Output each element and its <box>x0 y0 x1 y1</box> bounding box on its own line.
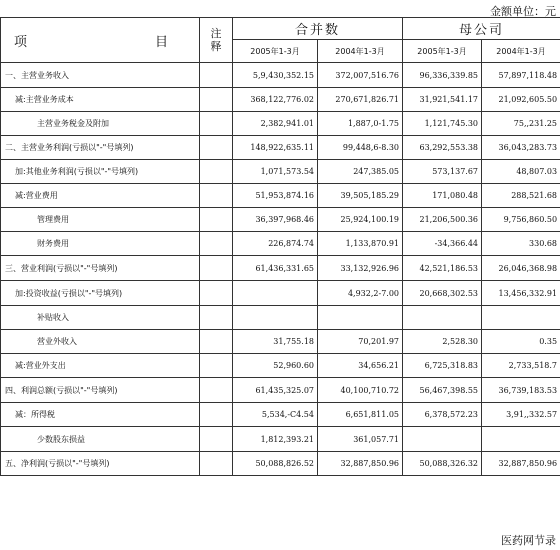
consolidated-2005-cell: 1,812,393.21 <box>233 427 318 452</box>
row-label: 减：所得税 <box>1 403 200 427</box>
consolidated-2005-cell: 61,436,331.65 <box>233 256 318 281</box>
table-body <box>1 63 560 476</box>
parent-2004-cell: 36,739,183.53 <box>482 378 560 403</box>
note-cell <box>200 354 233 378</box>
parent-2004-cell: 3,91,,332.57 <box>482 403 560 427</box>
parent-company-group-header: 母公司 <box>403 18 560 40</box>
consolidated-2005-cell: 5,9,430,352.15 <box>233 63 318 88</box>
consolidated-2005-cell: 52,960.60 <box>233 354 318 378</box>
item-header-left: 项 <box>14 34 28 50</box>
consolidated-2004-cell: 33,132,926.96 <box>318 256 403 281</box>
note-cell <box>200 256 233 281</box>
consolidated-2005-cell: 36,397,968.46 <box>233 208 318 232</box>
parent-2005-cell: 573,137.67 <box>403 160 482 184</box>
consolidated-2004-header: 2004年1-3月 <box>318 40 403 63</box>
consolidated-2005-cell: 368,122,776.02 <box>233 88 318 112</box>
parent-2005-cell: 6,378,572.23 <box>403 403 482 427</box>
parent-2005-cell: 171,080.48 <box>403 184 482 208</box>
row-label: 少数股东损益 <box>1 427 200 452</box>
note-header-line2: 释 <box>210 40 222 53</box>
parent-2004-header: 2004年1-3月 <box>482 40 560 63</box>
consolidated-2005-cell: 5,534,-C4.54 <box>233 403 318 427</box>
consolidated-2005-cell: 148,922,635.11 <box>233 136 318 160</box>
parent-2005-header: 2005年1-3月 <box>403 40 482 63</box>
parent-2004-cell: 26,046,368.98 <box>482 256 560 281</box>
note-column-header <box>200 18 233 63</box>
parent-2004-cell: 57,897,118.48 <box>482 63 560 88</box>
row-label: 一、主营业务收入 <box>1 63 200 88</box>
consolidated-2004-cell: 247,385.05 <box>318 160 403 184</box>
consolidated-2004-cell: 40,100,710.72 <box>318 378 403 403</box>
note-cell <box>200 63 233 88</box>
consolidated-group-header: 合并数 <box>233 18 403 40</box>
consolidated-2004-cell: 99,448,6-8.30 <box>318 136 403 160</box>
row-label: 加:其他业务利润(亏损以"-"号填列) <box>1 160 200 184</box>
parent-2004-cell: 21,092,605.50 <box>482 88 560 112</box>
parent-2005-cell: 31,921,541.17 <box>403 88 482 112</box>
row-label: 营业外收入 <box>1 330 200 354</box>
consolidated-2005-cell: 31,755.18 <box>233 330 318 354</box>
consolidated-2004-cell: 1,887,0-1.75 <box>318 112 403 136</box>
parent-2005-cell: 20,668,302.53 <box>403 281 482 306</box>
parent-2004-cell <box>482 427 560 452</box>
consolidated-2004-cell: 1,133,870.91 <box>318 232 403 256</box>
table-row <box>1 427 560 452</box>
table-row <box>1 232 560 256</box>
consolidated-2005-cell: 61,435,325.07 <box>233 378 318 403</box>
note-cell <box>200 136 233 160</box>
parent-2004-cell: 36,043,283.73 <box>482 136 560 160</box>
consolidated-2004-cell <box>318 306 403 330</box>
consolidated-2005-cell: 1,071,573.54 <box>233 160 318 184</box>
consolidated-2004-cell: 372,007,516.76 <box>318 63 403 88</box>
parent-2004-cell: 330.68 <box>482 232 560 256</box>
row-label: 财务费用 <box>1 232 200 256</box>
consolidated-2005-cell: 51,953,874.16 <box>233 184 318 208</box>
item-column-header <box>1 18 200 63</box>
consolidated-2004-cell: 70,201.97 <box>318 330 403 354</box>
table-row <box>1 63 560 88</box>
row-label: 减:营业费用 <box>1 184 200 208</box>
note-cell <box>200 427 233 452</box>
parent-2004-cell: 48,807.03 <box>482 160 560 184</box>
row-label: 四、利润总额(亏损以"-"号填列) <box>1 378 200 403</box>
table-row <box>1 184 560 208</box>
note-cell <box>200 112 233 136</box>
table-row <box>1 452 560 476</box>
parent-2005-cell: 42,521,186.53 <box>403 256 482 281</box>
parent-2004-cell: 32,887,850.96 <box>482 452 560 476</box>
row-label: 三、营业利润(亏损以"-"号填列) <box>1 256 200 281</box>
row-label: 二、主营业务利润(亏损以"-"号填列) <box>1 136 200 160</box>
table-row <box>1 306 560 330</box>
consolidated-2004-cell: 6,651,811.05 <box>318 403 403 427</box>
parent-2004-cell: 75,,231.25 <box>482 112 560 136</box>
consolidated-2004-cell: 39,505,185.29 <box>318 184 403 208</box>
parent-2005-cell: 56,467,398.55 <box>403 378 482 403</box>
parent-2004-cell: 13,456,332.91 <box>482 281 560 306</box>
row-label: 减:主营业务成本 <box>1 88 200 112</box>
source-footer-label: 医药网节录 <box>501 534 556 547</box>
table-row <box>1 112 560 136</box>
parent-2004-cell: 288,521.68 <box>482 184 560 208</box>
table-row <box>1 378 560 403</box>
income-statement-table <box>0 17 560 476</box>
table-row <box>1 281 560 306</box>
note-header-line1: 注 <box>210 27 222 40</box>
parent-2004-cell: 9,756,860.50 <box>482 208 560 232</box>
note-cell <box>200 452 233 476</box>
parent-2005-cell: 21,206,500.36 <box>403 208 482 232</box>
table-row <box>1 208 560 232</box>
table-row <box>1 160 560 184</box>
row-label: 补贴收入 <box>1 306 200 330</box>
row-label: 加:投资收益(亏损以"-"号填列) <box>1 281 200 306</box>
row-label: 减:营业外支出 <box>1 354 200 378</box>
consolidated-2005-cell: 226,874.74 <box>233 232 318 256</box>
consolidated-2004-cell: 270,671,826.71 <box>318 88 403 112</box>
note-cell <box>200 281 233 306</box>
row-label: 五、净利润(亏损以"-"号填列) <box>1 452 200 476</box>
note-cell <box>200 232 233 256</box>
note-cell <box>200 306 233 330</box>
table-row <box>1 88 560 112</box>
table-row <box>1 256 560 281</box>
consolidated-2004-cell: 32,887,850.96 <box>318 452 403 476</box>
parent-2005-cell: 1,121,745.30 <box>403 112 482 136</box>
table-row <box>1 354 560 378</box>
note-cell <box>200 330 233 354</box>
consolidated-2004-cell: 4,932,2-7.00 <box>318 281 403 306</box>
row-label: 主营业务税金及附加 <box>1 112 200 136</box>
parent-2005-cell: 96,336,339.85 <box>403 63 482 88</box>
parent-2005-cell <box>403 306 482 330</box>
consolidated-2004-cell: 25,924,100.19 <box>318 208 403 232</box>
parent-2005-cell: -34,366.44 <box>403 232 482 256</box>
item-header-right: 目 <box>154 34 168 50</box>
parent-2004-cell <box>482 306 560 330</box>
table-row <box>1 330 560 354</box>
note-cell <box>200 88 233 112</box>
consolidated-2005-header: 2005年1-3月 <box>233 40 318 63</box>
note-cell <box>200 378 233 403</box>
consolidated-2005-cell <box>233 306 318 330</box>
consolidated-2005-cell: 50,088,826.52 <box>233 452 318 476</box>
note-cell <box>200 184 233 208</box>
note-cell <box>200 160 233 184</box>
parent-2005-cell: 2,528.30 <box>403 330 482 354</box>
note-cell <box>200 403 233 427</box>
note-cell <box>200 208 233 232</box>
table-row <box>1 403 560 427</box>
parent-2005-cell <box>403 427 482 452</box>
row-label: 管理费用 <box>1 208 200 232</box>
consolidated-2005-cell <box>233 281 318 306</box>
parent-2005-cell: 63,292,553.38 <box>403 136 482 160</box>
parent-2004-cell: 0.35 <box>482 330 560 354</box>
consolidated-2005-cell: 2,382,941.01 <box>233 112 318 136</box>
parent-2004-cell: 2,733,518.7 <box>482 354 560 378</box>
table-row <box>1 136 560 160</box>
consolidated-2004-cell: 34,656.21 <box>318 354 403 378</box>
currency-unit-label: 金额单位：元 <box>490 5 556 18</box>
parent-2005-cell: 6,725,318.83 <box>403 354 482 378</box>
parent-2005-cell: 50,088,326.32 <box>403 452 482 476</box>
consolidated-2004-cell: 361,057.71 <box>318 427 403 452</box>
